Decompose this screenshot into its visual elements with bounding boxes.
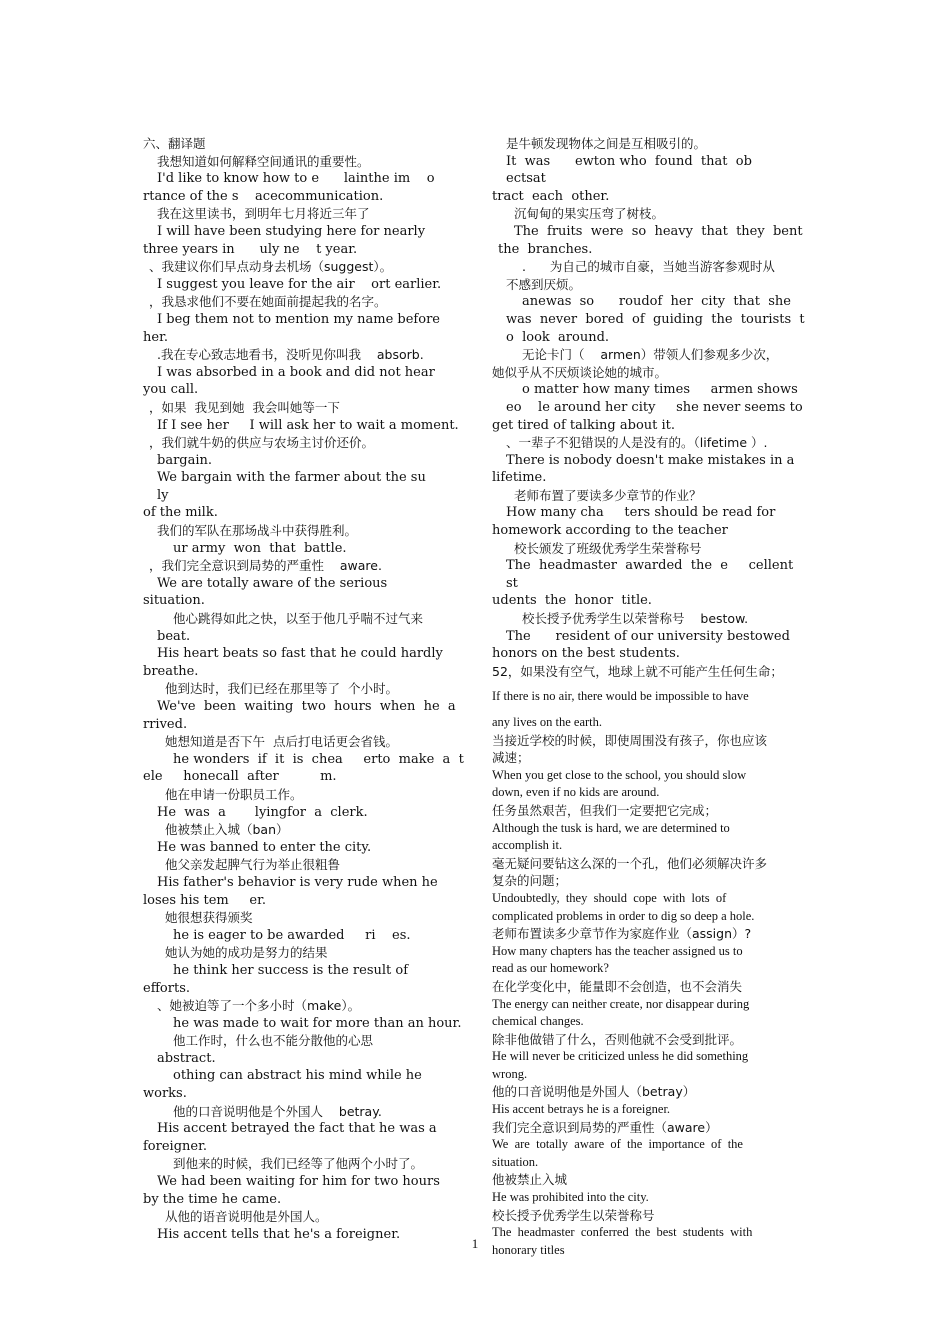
text-line: 毫无疑问要钻这么深的一个孔，他们必须解决许多 [492,855,768,871]
text-line: 他被禁止入城 [492,1172,568,1188]
text-line: situation. [143,593,205,609]
text-line: homework according to the teacher [492,523,728,539]
text-line: Although the tusk is hard, we are determined to [492,820,730,835]
text-line: 我在这里读书，到明年七月将近三年了 [157,206,370,222]
text-line: 沉甸甸的果实压弯了树枝。 [514,206,665,222]
text-line: The headmaster awarded the e cellent st [506,558,798,591]
text-line: If there is no air, there would be impossible to have [492,689,749,704]
text-line: We bargain with the farmer about the su ly [157,470,459,503]
text-line: the branches. [498,241,593,257]
text-line: 从他的语音说明他是外国人。 [165,1209,328,1225]
text-line: ，我们完全意识到局势的严重性 aware. [149,558,382,574]
text-line: The headmaster conferred the best students with [492,1225,753,1240]
text-line: 、她被迫等了一个多小时（make）。 [157,998,361,1014]
text-line: read as our homework? [492,961,609,976]
text-line: breathe. [143,663,199,679]
text-line: 是牛顿发现物体之间是互相吸引的。 [506,136,707,151]
page-number: 1 [471,1236,479,1251]
text-line: I was absorbed in a book and did not hear [157,364,435,380]
text-line: 她想知道是否下午 点后打电话更会省钱。 [165,734,398,750]
text-line: ur army won that battle. [173,540,347,556]
text-line: 她很想获得颁奖 [165,910,253,926]
text-line: .我在专心致志地看书，没听见你叫我 absorb. [157,347,424,363]
text-line: 我想知道如何解释空间通讯的重要性。 [157,153,370,169]
text-line: 复杂的问题； [492,873,568,889]
text-line: There is nobody doesn't make mistakes in a [506,452,795,468]
text-line: foreigner. [143,1138,208,1154]
text-line: he wonders if it is chea erto make a t [173,751,464,767]
text-line: three years in uly ne t year. [143,241,358,257]
text-line: complicated problems in order to dig so deep a hole. [492,908,755,923]
text-line: We've been waiting two hours when he a [157,699,456,714]
text-line: How many cha ters should be read for [506,505,776,521]
text-line: 他父亲发起脾气行为举止很粗鲁 [165,857,341,873]
text-line: her. [143,329,168,345]
text-line: We are totally aware of the importance of the [492,1137,743,1152]
text-line: The energy can neither create, nor disappear during [492,996,750,1011]
text-line: His accent tells that he's a foreigner. [157,1226,401,1242]
text-line: 校长颁发了班级优秀学生荣誉称号 [514,540,702,556]
text-line: His accent betrays he is a foreigner. [492,1102,671,1117]
text-line: rtance of the s acecommunication. [143,188,384,204]
text-line: get tired of talking about it. [492,417,676,433]
text-line: abstract. [157,1050,216,1066]
text-line: honorary titles [492,1242,565,1257]
text-line: He will never be criticized unless he did something [492,1049,749,1064]
text-line: lifetime. [492,470,547,486]
text-line: any lives on the earth. [492,715,603,729]
text-line: down, even if no kids are around. [492,785,660,800]
text-line: 到他来的时候，我们已经等了他两个小时了。 [173,1156,424,1172]
text-line: . 为自己的城市自豪，当她当游客参观时从 [522,259,775,275]
text-line: you call. [143,382,199,398]
text-line: His accent betrayed the fact that he was a [157,1121,437,1137]
text-line: he is eager to be awarded ri es. [173,927,411,943]
text-line: udents the honor title. [492,593,652,609]
text-line: How many chapters has the teacher assigned us to [492,943,743,958]
text-line: 老师布置读多少章节作为家庭作业（assign）? [492,926,752,942]
text-line: 任务虽然艰苦，但我们一定要把它完成； [492,802,718,818]
text-line: I'd like to know how to e lainthe im o [157,171,435,187]
text-line: 他到达时，我们已经在那里等了 个小时。 [165,681,398,697]
text-line: If I see her I will ask her to wait a moment. [157,417,459,433]
text-line: The fruits were so heavy that they bent [514,223,803,239]
text-line: When you get close to the school, you should slow [492,767,747,782]
text-line: 减速； [492,750,530,766]
text-line: His father's behavior is very rude when he [157,874,438,890]
text-line: efforts. [143,980,190,996]
text-line: 他的口音说明他是外国人（betray） [492,1084,696,1100]
text-line: he was made to wait for more than an hour. [173,1015,462,1031]
text-line: ，我恳求他们不要在她面前提起我的名字。 [149,294,387,310]
text-line: loses his tem er. [143,892,267,908]
text-line: ，我们就牛奶的供应与农场主讨价还价。 [149,435,375,451]
text-line: 当接近学校的时候，即使周围没有孩子，你也应该 [492,732,768,748]
text-line: of the milk. [143,505,218,521]
text-line: bargain. [157,452,213,468]
text-line: I suggest you leave for the air ort earlier. [157,276,442,292]
text-line: 六、翻译题 [143,136,206,151]
text-line: The resident of our university bestowed [506,628,790,644]
text-line: 无论卡门（ armen）带领人们参观多少次， [522,347,779,363]
text-line: beat. [157,628,191,644]
text-line: accomplish it. [492,838,563,853]
text-line: 我们完全意识到局势的严重性（aware） [492,1119,718,1135]
text-line: anewas so roudof her city that she [522,294,791,310]
text-line: He was a lyingfor a clerk. [157,804,368,820]
text-line: was never bored of guiding the tourists t [506,311,805,327]
text-line: 52，如果没有空气，地球上就不可能产生任何生命； [492,663,783,679]
text-line: tract each other. [492,188,610,204]
text-line: It was ewton who found that ob ectsat [506,153,773,187]
text-line: 他的口音说明他是个外国人 betray. [173,1103,382,1119]
text-line: We are totally aware of the serious [157,575,388,591]
text-line: 她似乎从不厌烦谈论她的城市。 [492,364,668,380]
text-line: 、一辈子不犯错误的人是没有的。（lifetime ）. [506,435,768,451]
text-line: o look around. [506,329,610,345]
text-line: he think her success is the result of [173,962,409,978]
text-line: 不感到厌烦。 [506,276,582,292]
text-line: His heart beats so fast that he could hardly [157,646,443,662]
text-line: o matter how many times armen shows [522,382,798,398]
text-line: 校长授予优秀学生以荣誉称号 [492,1207,655,1223]
text-line: works. [143,1086,187,1102]
text-line: He was banned to enter the city. [157,839,372,855]
text-line: 他在申请一份职员工作。 [165,786,303,802]
text-line: 他心跳得如此之快，以至于他几乎喘不过气来 [173,611,424,627]
text-line: 老师布置了要读多少章节的作业？ [514,487,702,503]
text-line: 除非他做错了什么，否则他就不会受到批评。 [492,1031,743,1047]
text-line: 他被禁止入城（ban） [165,822,289,838]
text-line: rrived. [143,716,188,732]
text-line: 、我建议你们早点动身去机场（suggest）。 [149,259,393,275]
left-column [143,135,468,1243]
text-line: He was prohibited into the city. [492,1190,649,1205]
text-line: situation. [492,1154,539,1169]
text-line: wrong. [492,1066,528,1081]
text-line: othing can abstract his mind while he [173,1068,422,1084]
text-line: I will have been studying here for nearly [157,223,426,239]
text-line: eo le around her city she never seems to [506,399,803,415]
text-line: We had been waiting for him for two hours [157,1174,440,1190]
text-line: 校长授予优秀学生以荣誉称号 bestow. [522,611,749,627]
text-line: honors on the best students. [492,646,680,662]
text-line: 在化学变化中，能量即不会创造，也不会消失 [492,978,743,994]
text-line: Undoubtedly, they should cope with lots of [492,890,727,905]
text-line: 我们的军队在那场战斗中获得胜利。 [157,523,358,539]
text-line: ele honecall after m. [143,769,337,785]
text-line: chemical changes. [492,1014,584,1029]
text-line: ，如果 我见到她 我会叫她等一下 [149,399,340,415]
text-line: I beg them not to mention my name before [157,311,440,327]
text-line: by the time he came. [143,1191,282,1207]
text-line: 她认为她的成功是努力的结果 [165,945,328,961]
right-column [492,135,807,1259]
text-line: 他工作时，什么也不能分散他的心思 [173,1033,374,1049]
